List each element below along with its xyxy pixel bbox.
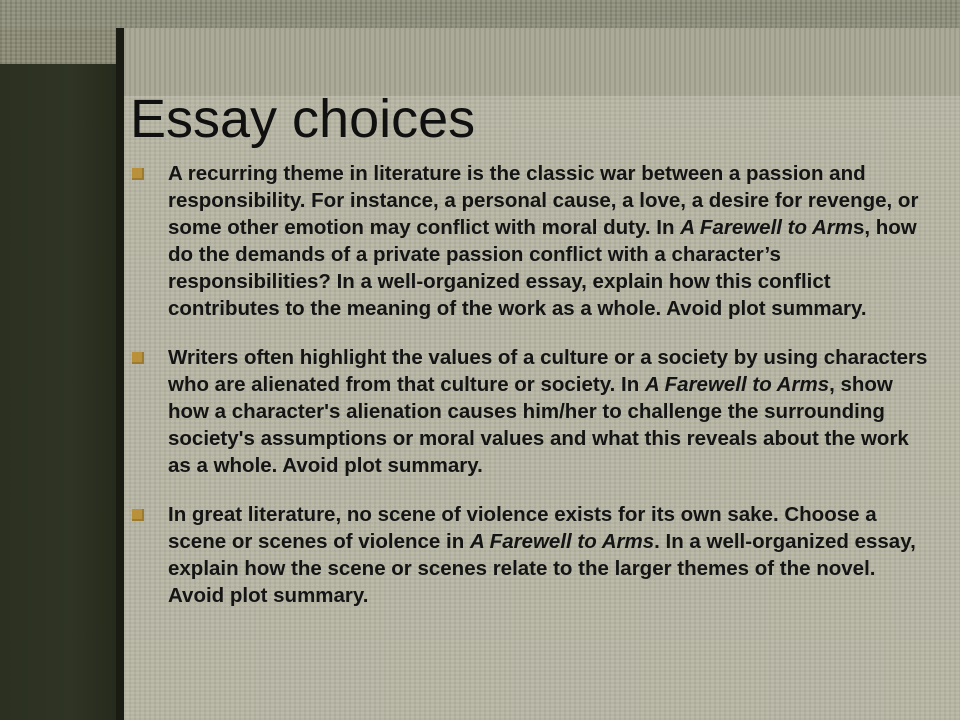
- left-dark-bar: [0, 64, 118, 720]
- bullet-text-3: [168, 503, 916, 607]
- bullet-3-part-1: In great literature, no scene of violence exists for its own sake. Choose a scene or scenes of violence in: [168, 503, 877, 553]
- top-texture-strip: [0, 0, 960, 28]
- bullet-item-3: [132, 501, 932, 609]
- bullet-item-2: [132, 344, 932, 479]
- bullet-2-part-3: , show how a character's alienation causes him/her to challenge the surrounding society's assumptions or moral values and what this reveals about the work as a whole. Avoid plot summary.: [168, 373, 909, 477]
- slide-title: Essay choices: [130, 89, 476, 149]
- bullet-1-part-1: A recurring theme in literature is the classic war between a passion and responsibility. For instance, a personal cause, a love, a desire for revenge, or some other emotion may conflict with moral duty. In: [168, 162, 919, 239]
- title-band: [124, 28, 960, 96]
- bullet-text-2: [168, 346, 927, 477]
- bullet-list: [132, 160, 932, 631]
- bullet-3-book-title: A Farewell to Arms: [469, 530, 655, 553]
- bullet-item-1: [132, 160, 932, 322]
- square-bullet-icon: [132, 168, 144, 180]
- square-bullet-icon: [132, 509, 144, 521]
- bullet-1-book-title: A Farewell to Arm: [680, 216, 853, 239]
- square-bullet-icon: [132, 352, 144, 364]
- bullet-2-book-title: A Farewell to Arms: [644, 373, 830, 396]
- vertical-divider: [116, 28, 124, 720]
- bullet-text-1: [168, 162, 918, 320]
- bullet-2-part-1: Writers often highlight the values of a culture or a society by using characters who are alienated from that culture or society. In: [168, 346, 928, 396]
- bullet-3-part-3: . In a well-organized essay, explain how the scene or scenes relate to the larger themes of the novel. Avoid plot summary.: [168, 530, 916, 607]
- bullet-1-part-3: s, how do the demands of a private passion conflict with a character’s responsibilities? In a well-organized essay, explain how this conflict contributes to the meaning of the work as a whole. Avoid plot summary.: [168, 216, 917, 320]
